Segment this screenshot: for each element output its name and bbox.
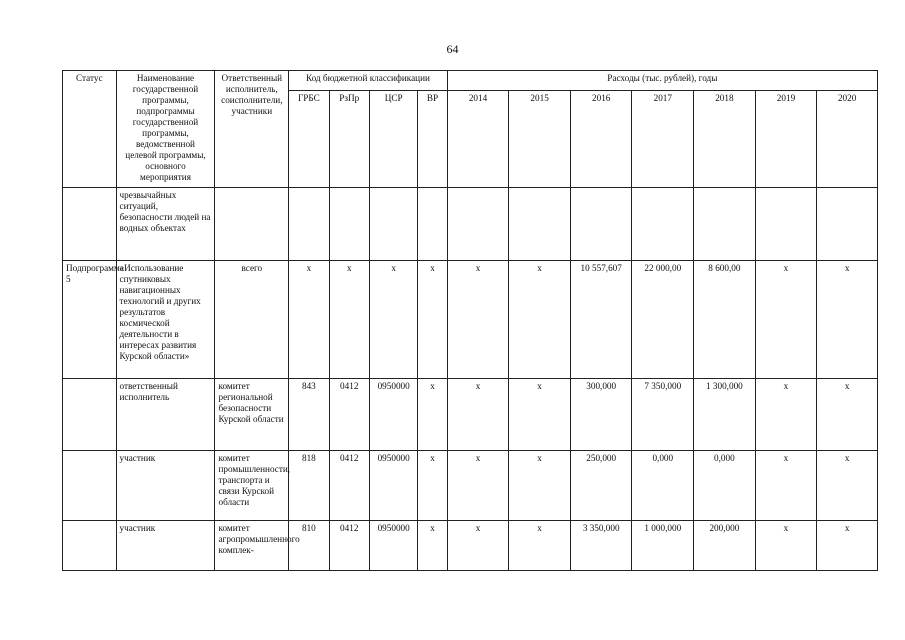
header-col-csr: ЦСР [369, 91, 417, 188]
header-col-rzpr: РзПр [329, 91, 369, 188]
row-value-2014: x [447, 451, 509, 521]
row-name: участник [116, 451, 215, 521]
header-year-2015: 2015 [509, 91, 571, 188]
header-col-grbs: ГРБС [289, 91, 329, 188]
header-year-2018: 2018 [694, 91, 756, 188]
row-value-2020: x [817, 451, 878, 521]
budget-table [62, 70, 878, 571]
row-value-2020 [817, 188, 878, 261]
row-rzpr: 0412 [329, 379, 369, 451]
row-csr: 0950000 [369, 451, 417, 521]
row-value-2015: x [509, 521, 571, 571]
row-value-2014: x [447, 379, 509, 451]
table-row [63, 451, 878, 521]
row-grbs: 818 [289, 451, 329, 521]
row-value-2019 [755, 188, 817, 261]
row-value-2016: 3 350,000 [570, 521, 632, 571]
row-value-2018: 8 600,00 [694, 261, 756, 379]
row-name: чрезвычайных ситуаций, безопасности людей на водных объектах [116, 188, 215, 261]
row-vr [418, 188, 447, 261]
header-expenses: Расходы (тыс. рублей), годы [447, 71, 877, 91]
row-responsible [215, 188, 289, 261]
row-grbs [289, 188, 329, 261]
row-value-2015: x [509, 261, 571, 379]
header-budget-code: Код бюджетной классификации [289, 71, 448, 91]
page-number: 64 [446, 42, 459, 56]
row-value-2014: x [447, 521, 509, 571]
row-value-2020: x [817, 521, 878, 571]
row-value-2017: 0,000 [632, 451, 694, 521]
header-year-2019: 2019 [755, 91, 817, 188]
row-value-2017: 1 000,000 [632, 521, 694, 571]
row-name: «Использование спутниковых навигационных технологий и других результатов космической деятельности в интересах развития Курской области» [116, 261, 215, 379]
row-value-2016 [570, 188, 632, 261]
row-value-2019: x [755, 451, 817, 521]
header-status: Статус [63, 71, 117, 188]
table-row [63, 379, 878, 451]
row-value-2015 [509, 188, 571, 261]
row-value-2015: x [509, 379, 571, 451]
row-value-2019: x [755, 261, 817, 379]
row-name: ответственный исполнитель [116, 379, 215, 451]
header-year-2017: 2017 [632, 91, 694, 188]
row-grbs: 843 [289, 379, 329, 451]
table-row [63, 521, 878, 571]
row-value-2015: x [509, 451, 571, 521]
row-value-2017 [632, 188, 694, 261]
header-year-2014: 2014 [447, 91, 509, 188]
row-vr: x [418, 451, 447, 521]
row-status [63, 188, 117, 261]
row-status [63, 521, 117, 571]
row-status [63, 451, 117, 521]
row-value-2016: 10 557,607 [570, 261, 632, 379]
row-value-2020: x [817, 261, 878, 379]
row-csr: 0950000 [369, 379, 417, 451]
row-csr: x [369, 261, 417, 379]
row-rzpr: 0412 [329, 521, 369, 571]
header-year-2020: 2020 [817, 91, 878, 188]
row-vr: x [418, 261, 447, 379]
row-grbs: 810 [289, 521, 329, 571]
row-value-2018: 1 300,000 [694, 379, 756, 451]
row-grbs: x [289, 261, 329, 379]
row-value-2017: 22 000,00 [632, 261, 694, 379]
row-vr: x [418, 379, 447, 451]
header-row-top [63, 71, 878, 91]
row-rzpr: 0412 [329, 451, 369, 521]
table-row [63, 188, 878, 261]
row-csr [369, 188, 417, 261]
row-value-2016: 250,000 [570, 451, 632, 521]
row-name: участник [116, 521, 215, 571]
row-responsible: всего [215, 261, 289, 379]
row-value-2018 [694, 188, 756, 261]
row-csr: 0950000 [369, 521, 417, 571]
row-vr: x [418, 521, 447, 571]
row-value-2018: 200,000 [694, 521, 756, 571]
row-rzpr [329, 188, 369, 261]
row-status [63, 379, 117, 451]
header-col-vr: ВР [418, 91, 447, 188]
row-responsible: комитет региональной безопасности Курской области [215, 379, 289, 451]
header-responsible: Ответственный исполнитель, соисполнители, участники [215, 71, 289, 188]
row-value-2017: 7 350,000 [632, 379, 694, 451]
row-status: Подпрограмма 5 [63, 261, 117, 379]
row-responsible: комитет промышленности, транспорта и связи Курской области [215, 451, 289, 521]
header-name: Наименование государственной программы, подпрограммы государственной программы, ведомственной целевой программы, основного мероприятия [116, 71, 215, 188]
row-rzpr: x [329, 261, 369, 379]
table-row [63, 261, 878, 379]
row-value-2014 [447, 188, 509, 261]
row-value-2016: 300,000 [570, 379, 632, 451]
row-value-2018: 0,000 [694, 451, 756, 521]
row-value-2019: x [755, 521, 817, 571]
row-value-2014: x [447, 261, 509, 379]
row-responsible: комитет агропромышленного комплек- [215, 521, 289, 571]
header-year-2016: 2016 [570, 91, 632, 188]
row-value-2019: x [755, 379, 817, 451]
row-value-2020: x [817, 379, 878, 451]
